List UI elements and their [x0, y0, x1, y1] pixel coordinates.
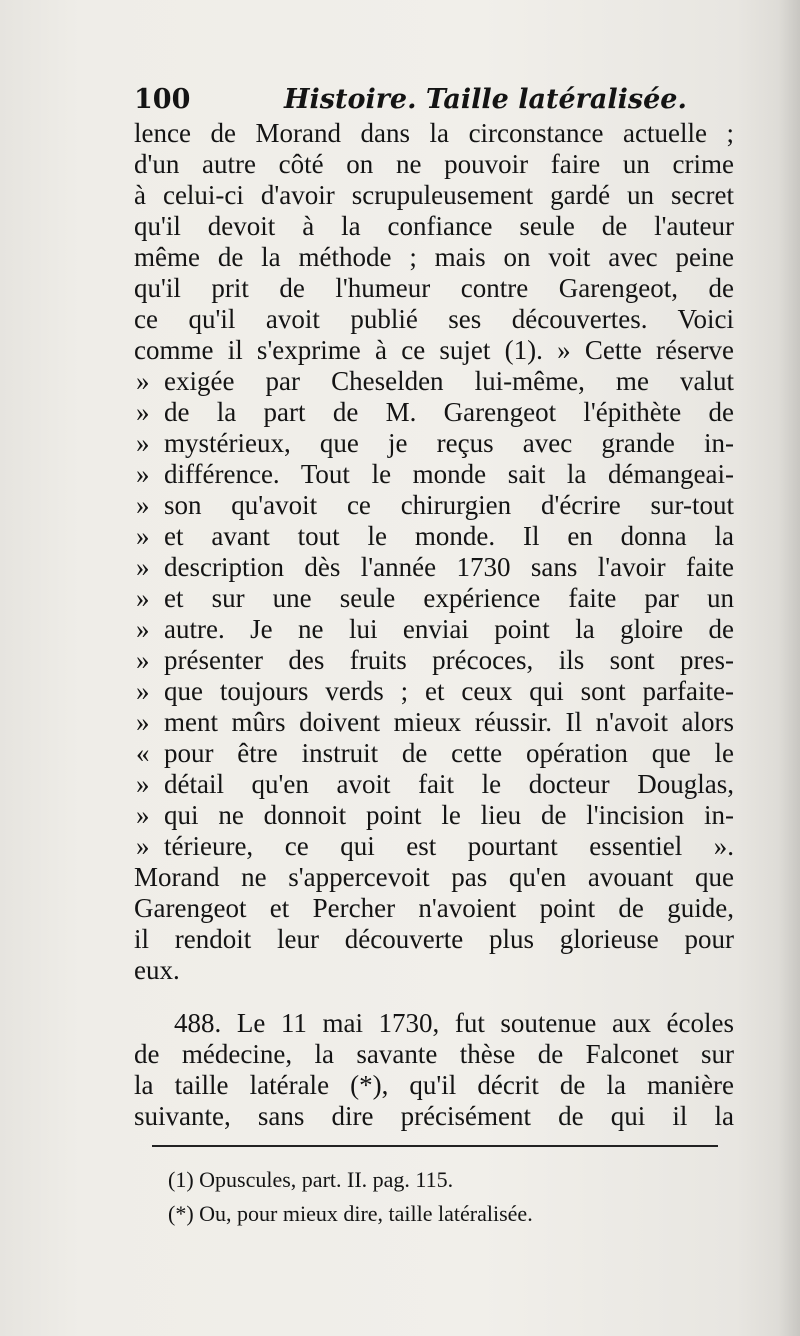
footnote-2: (*) Ou, pour mieux dire, taille latéralisée.: [168, 1201, 533, 1226]
quote-mark: »: [136, 645, 150, 675]
text-line: lence de Morand dans la circonstance actuelle ;: [134, 118, 734, 148]
quote-mark: »: [136, 707, 150, 737]
footnote-rule: [152, 1145, 718, 1147]
text-line: [134, 366, 734, 397]
text-line: il rendoit leur découverte plus glorieuse pour: [134, 924, 734, 954]
text-line: Garengeot et Percher n'avoient point de guide,: [134, 893, 734, 923]
line-text: qui ne donnoit point le lieu de l'incision in-: [164, 800, 734, 830]
quote-mark: »: [136, 769, 150, 799]
text-line: [134, 428, 734, 459]
quote-mark: »: [136, 831, 150, 861]
quote-mark: »: [136, 428, 150, 458]
footnotes: [168, 1163, 728, 1231]
text-line: même de la méthode ; mais on voit avec peine: [134, 242, 734, 272]
text-line: à celui-ci d'avoir scrupuleusement gardé un secret: [134, 180, 734, 210]
quote-mark: »: [136, 459, 150, 489]
line-text: exigée par Cheselden lui-même, me valut: [164, 366, 734, 396]
quote-mark: »: [136, 583, 150, 613]
page-edge-shadow: [778, 0, 800, 1336]
quote-mark: »: [136, 521, 150, 551]
text-line: [134, 676, 734, 707]
page-number: 100: [134, 84, 191, 115]
line-text: et sur une seule expérience faite par un: [164, 583, 734, 613]
text-line: qu'il prit de l'humeur contre Garengeot, de: [134, 273, 734, 303]
text-line: Morand ne s'appercevoit pas qu'en avouant que: [134, 862, 734, 892]
text-line: ce qu'il avoit publié ses découvertes. Voici: [134, 304, 734, 334]
line-text: différence. Tout le monde sait la démangeai-: [164, 459, 734, 489]
quote-mark: »: [136, 800, 150, 830]
text-line: [134, 521, 734, 552]
quote-mark: »: [136, 397, 150, 427]
quote-mark: »: [136, 366, 150, 396]
page-header: [134, 80, 734, 120]
line-text: détail qu'en avoit fait le docteur Douglas,: [164, 769, 734, 799]
text-line: [134, 552, 734, 583]
text-line: [134, 800, 734, 831]
text-line: eux.: [134, 955, 180, 985]
line-text: de la part de M. Garengeot l'épithète de: [164, 397, 734, 427]
text-line: [134, 583, 734, 614]
quote-mark: »: [136, 490, 150, 520]
text-line: [134, 397, 734, 428]
text-line: [134, 459, 734, 490]
text-line: [134, 645, 734, 676]
text-line: de médecine, la savante thèse de Falconet sur: [134, 1039, 734, 1069]
text-line: [134, 707, 734, 738]
text-line: 488. Le 11 mai 1730, fut soutenue aux écoles: [174, 1008, 734, 1038]
text-line: qu'il devoit à la confiance seule de l'auteur: [134, 211, 734, 241]
text-line: [134, 614, 734, 645]
text-line: la taille latérale (*), qu'il décrit de la manière: [134, 1070, 734, 1100]
text-line: [134, 769, 734, 800]
quote-mark: »: [136, 676, 150, 706]
text-line: [134, 831, 734, 862]
text-line: [134, 738, 734, 769]
main-text: [134, 118, 734, 1132]
text-line: d'un autre côté on ne pouvoir faire un crime: [134, 149, 734, 179]
quote-mark: »: [136, 614, 150, 644]
text-line: suivante, sans dire précisément de qui il la: [134, 1101, 734, 1131]
quote-mark: «: [136, 738, 150, 768]
line-text: et avant tout le monde. Il en donna la: [164, 521, 734, 551]
text-line: [134, 490, 734, 521]
footnote-1: (1) Opuscules, part. II. pag. 115.: [168, 1167, 454, 1192]
line-text: mystérieux, que je reçus avec grande in-: [164, 428, 734, 458]
line-text: térieure, ce qui est pourtant essentiel ».: [164, 831, 734, 861]
text-line: comme il s'exprime à ce sujet (1). » Cette réserve: [134, 335, 734, 365]
line-text: autre. Je ne lui enviai point la gloire de: [164, 614, 734, 644]
paragraph-gap: [134, 986, 734, 1008]
line-text: son qu'avoit ce chirurgien d'écrire sur-tout: [164, 490, 734, 520]
line-text: présenter des fruits précoces, ils sont pres-: [164, 645, 734, 675]
quote-mark: »: [136, 552, 150, 582]
line-text: ment mûrs doivent mieux réussir. Il n'avoit alors: [164, 707, 734, 737]
line-text: que toujours verds ; et ceux qui sont parfaite-: [164, 676, 734, 706]
line-text: description dès l'année 1730 sans l'avoir faite: [164, 552, 734, 582]
paragraph-2: [134, 1008, 734, 1132]
paragraph-1: [134, 118, 734, 986]
running-title: Histoire. Taille latéralisée.: [284, 84, 687, 115]
line-text: pour être instruit de cette opération que le: [164, 738, 734, 768]
